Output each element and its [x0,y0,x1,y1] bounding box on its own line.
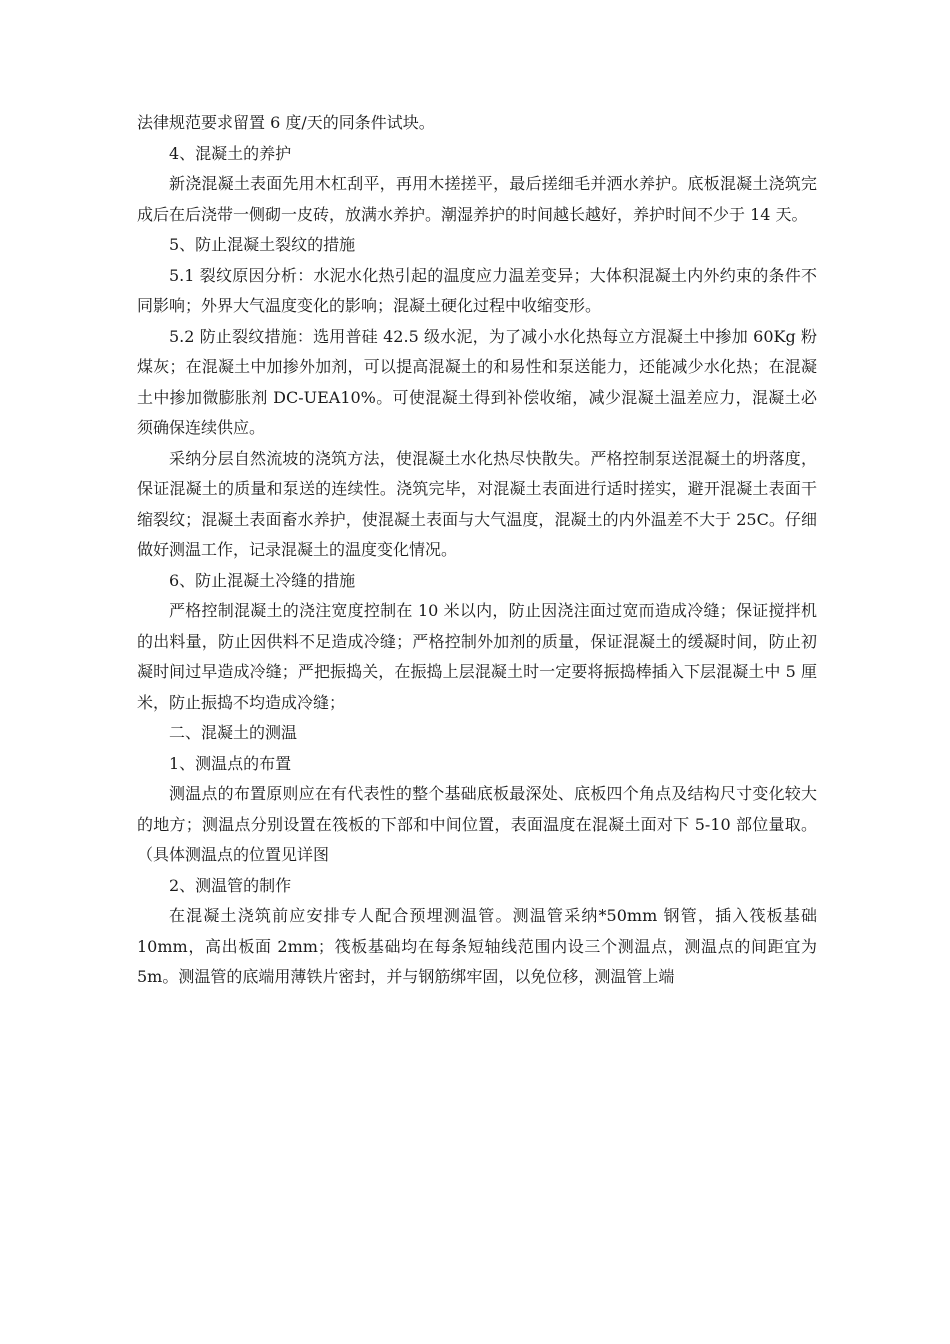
paragraph-crack-causes: 5.1 裂纹原因分析：水泥水化热引起的温度应力温差变异；大体积混凝土内外约束的条件不同影响；外界大气温度变化的影响；混凝土硬化过程中收缩变形。 [137,265,817,315]
paragraph-measurement-tube-fabrication: 在混凝土浇筑前应安排专人配合预埋测温管。测温管采纳*50mm 钢管，插入筏板基础 10mm，高出板面 2mm；筏板基础均在每条短轴线范围内设三个测温点，测温点的间距宜为 5m。测温管的底端用薄铁片密封，并与钢筋绑牢固，以免位移，测温管上端 [137,906,817,986]
paragraph-crack-measures: 5.2 防止裂纹措施：选用普硅 42.5 级水泥，为了减小水化热每立方混凝土中掺加 60Kg 粉煤灰；在混凝土中加掺外加剂，可以提高混凝土的和易性和泵送能力，还能减少水化热；在混凝土中掺加微膨胀剂 DC-UEA10%。可使混凝土得到补偿收缩，减少混凝土温差应力，混凝土必须确保连续供应。 [137,326,817,437]
paragraph-cold-joint-measures: 严格控制混凝土的浇注宽度控制在 10 米以内，防止因浇注面过宽而造成冷缝；保证搅拌机的出料量，防止因供料不足造成冷缝；严格控制外加剂的质量，保证混凝土的缓凝时间，防止初凝时间过早造成冷缝；严把振捣关，在振捣上层混凝土时一定要将振捣棒插入下层混凝土中 5 厘米，防止振捣不均造成冷缝； [137,601,817,712]
paragraph-layered-pouring: 采纳分层自然流坡的浇筑方法，使混凝土水化热尽快散失。严格控制泵送混凝土的坍落度，保证混凝土的质量和泵送的连续性。浇筑完毕，对混凝土表面进行适时搓实，避开混凝土表面干缩裂纹；混凝土表面畜水养护，使混凝土表面与大气温度，混凝土的内外温差不大于 25C。仔细做好测温工作，记录混凝土的温度变化情况。 [137,448,817,559]
paragraph-curing-details: 新浇混凝土表面先用木杠刮平，再用木搓搓平，最后搓细毛并洒水养护。底板混凝土浇筑完成后在后浇带一侧砌一皮砖，放满水养护。潮湿养护的时间越长越好，养护时间不少于 14 天。 [137,174,817,224]
document-body [137,108,817,993]
heading-measurement-point-layout: 1、测温点的布置 [169,753,292,773]
heading-measurement-tube-fabrication: 2、测温管的制作 [169,875,292,895]
heading-temperature-measurement: 二、混凝土的测温 [169,723,298,742]
heading-crack-prevention: 5、防止混凝土裂纹的措施 [169,235,356,254]
paragraph-test-block-requirement: 法律规范要求留置 6 度/天的同条件试块。 [137,113,435,132]
heading-concrete-curing: 4、混凝土的养护 [169,143,292,163]
paragraph-measurement-point-layout: 测温点的布置原则应在有代表性的整个基础底板最深处、底板四个角点及结构尺寸变化较大的地方；测温点分别设置在筏板的下部和中间位置，表面温度在混凝土面对下 5-10 部位量取。（具体测温点的位置见详图 [137,784,817,864]
heading-cold-joint-prevention: 6、防止混凝土冷缝的措施 [169,570,356,590]
